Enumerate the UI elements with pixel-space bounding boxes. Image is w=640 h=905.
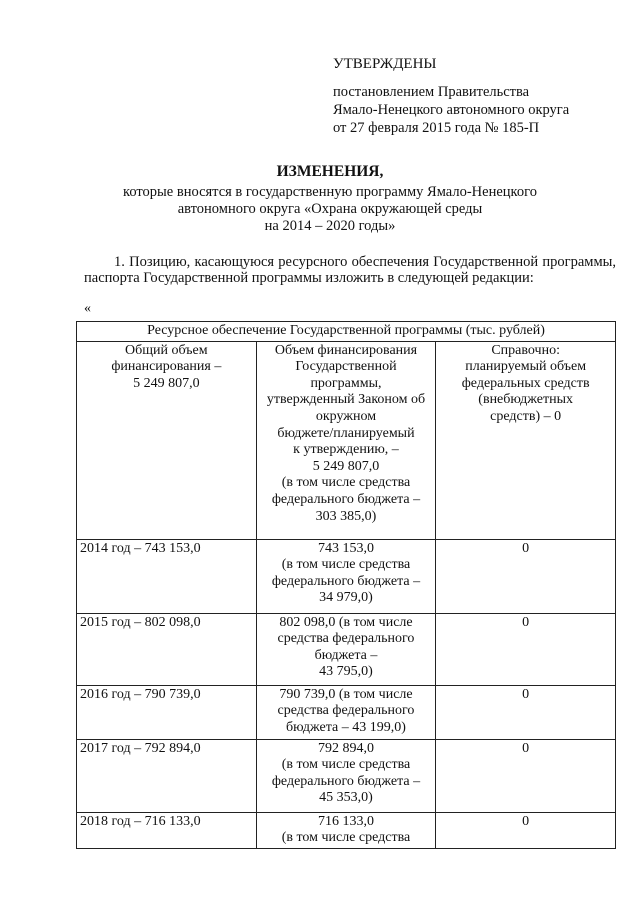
header-total-cell [77,341,257,539]
resource-table [76,321,616,849]
amount-line: федерального бюджета – [271,773,421,789]
header-volume-cell [256,341,436,539]
year-cell: 2014 год – 743 153,0 [77,539,257,613]
title-line: автономного округа «Охрана окружающей среды [177,201,483,217]
header-line: окружном [315,408,377,424]
amount-line: 802 098,0 (в том числе [279,614,413,630]
table-caption-row [77,322,616,342]
amount-cell [256,539,436,613]
opening-quote: « [84,301,91,316]
approval-line: Ямало-Ненецкого автономного округа [333,102,570,118]
header-line: (в том числе средства [281,475,411,491]
approval-line: постановлением Правительства [333,84,530,100]
reference-cell: 0 [436,613,616,685]
amount-line: бюджета – 43 199,0) [286,719,406,735]
header-line: 5 249 807,0 [312,458,380,474]
title-line: которые вносятся в государственную программу Ямало-Ненецкого [123,184,537,200]
header-reference-cell [436,341,616,539]
document-title [60,163,600,235]
amount-line: средства федерального [277,631,415,647]
year-cell: 2016 год – 790 739,0 [77,685,257,739]
header-line: бюджете/планируемый [277,425,415,441]
approval-heading: УТВЕРЖДЕНЫ [333,56,437,72]
header-line: Объем финансирования [274,342,418,358]
table-row [77,539,616,613]
table-row [77,613,616,685]
amount-line: бюджета – [314,647,378,663]
reference-cell: 0 [436,685,616,739]
reference-cell: 0 [436,539,616,613]
amount-line: (в том числе средства [281,830,411,846]
header-line: 303 385,0) [315,508,377,524]
amount-line: 743 153,0 [317,540,374,556]
header-line: (внебюджетных [478,392,573,408]
reference-cell: 0 [436,812,616,848]
amount-line: 792 894,0 [317,740,374,756]
header-line: средств) – 0 [490,408,562,424]
header-line: утвержденный Законом об [266,392,426,408]
header-line: федерального бюджета – [271,491,421,507]
approval-block [333,56,623,137]
table-row [77,739,616,812]
table-header-row [77,341,616,539]
title-line: на 2014 – 2020 годы» [264,218,396,234]
approval-line: от 27 февраля 2015 года № 185-П [333,120,540,136]
header-line: финансирования – [111,359,222,375]
header-line: федеральных средств [461,375,590,391]
amount-cell [256,685,436,739]
header-line: Государственной [295,359,397,375]
year-cell: 2018 год – 716 133,0 [77,812,257,848]
header-line: Справочно: [491,342,560,358]
header-line: Общий объем [125,342,208,358]
amount-line: 790 739,0 (в том числе [279,686,413,702]
amount-line: средства федерального [277,703,415,719]
amount-line: 716 133,0 [317,813,374,829]
amount-line: 34 979,0) [319,590,373,606]
header-line: программы, [310,375,382,391]
title-heading: ИЗМЕНЕНИЯ, [276,163,384,180]
amount-line: (в том числе средства [281,757,411,773]
amendment-paragraph [84,254,616,286]
amount-cell [256,812,436,848]
amount-line: (в том числе средства [281,557,411,573]
header-line: 5 249 807,0 [133,375,200,391]
year-cell: 2015 год – 802 098,0 [77,613,257,685]
table-caption: Ресурсное обеспечение Государственной программы (тыс. рублей) [77,322,616,342]
paragraph-text: 1. Позицию, касающуюся ресурсного обеспечения Государственной программы, паспорта Государственной программы изложить в следующей редакции: [84,254,616,286]
table-row [77,812,616,848]
header-line: к утверждению, – [293,442,399,458]
amount-cell [256,739,436,812]
year-cell: 2017 год – 792 894,0 [77,739,257,812]
table-row [77,685,616,739]
amount-line: 43 795,0) [319,664,373,680]
amount-line: федерального бюджета – [271,573,421,589]
header-line: планируемый объем [465,359,587,375]
reference-cell: 0 [436,739,616,812]
amount-line: 45 353,0) [319,790,373,806]
amount-cell [256,613,436,685]
